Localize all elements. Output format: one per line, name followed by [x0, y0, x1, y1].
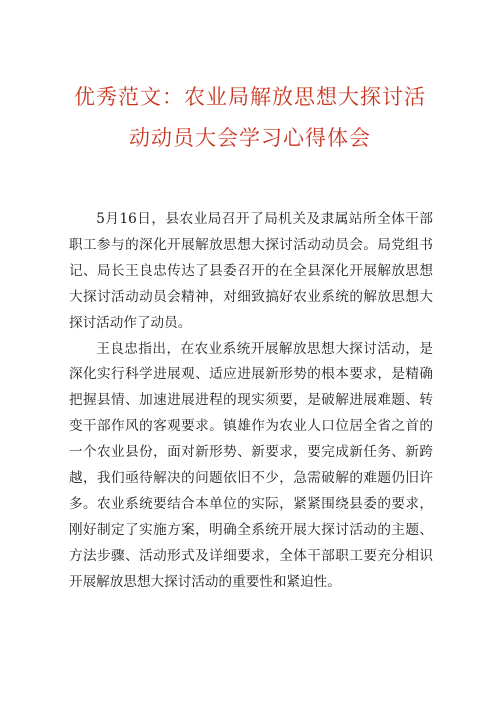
- body-paragraph-1: 5月16日，县农业局召开了局机关及隶属站所全体干部职工参与的深化开展解放思想大探讨活动动员会。局党组书记、局长王良忠传达了县委召开的在全县深化开展解放思想大探讨活动动员会精神，对细致搞好农业系统的解放思想大探讨活动作了动员。: [69, 211, 433, 331]
- document-title-line-2: 动动员大会学习心得体会: [129, 126, 371, 150]
- document-title-line-1: 优秀范文：农业局解放思想大探讨活: [74, 85, 426, 109]
- body-paragraph-2: 王良忠指出，在农业系统开展解放思想大探讨活动，是深化实行科学进展观、适应进展新形势的根本要求，是精确把握县情、加速进展进程的现实须要，是破解进展难题、转变干部作风的客观要求。镇雄作为农业人口位居全省之首的一个农业县份，面对新形势、新要求，要完成新任务、新跨越，我们亟待解决的问题依旧不少，急需破解的难题仍旧许多。农业系统要结合本单位的实际，紧紧围绕县委的要求，刚好制定了实施方案，明确全系统开展大探讨活动的主题、方法步骤、活动形式及详细要求，全体干部职工要充分相识开展解放思想大探讨活动的重要性和紧迫性。: [69, 340, 433, 590]
- document-body: [69, 207, 433, 596]
